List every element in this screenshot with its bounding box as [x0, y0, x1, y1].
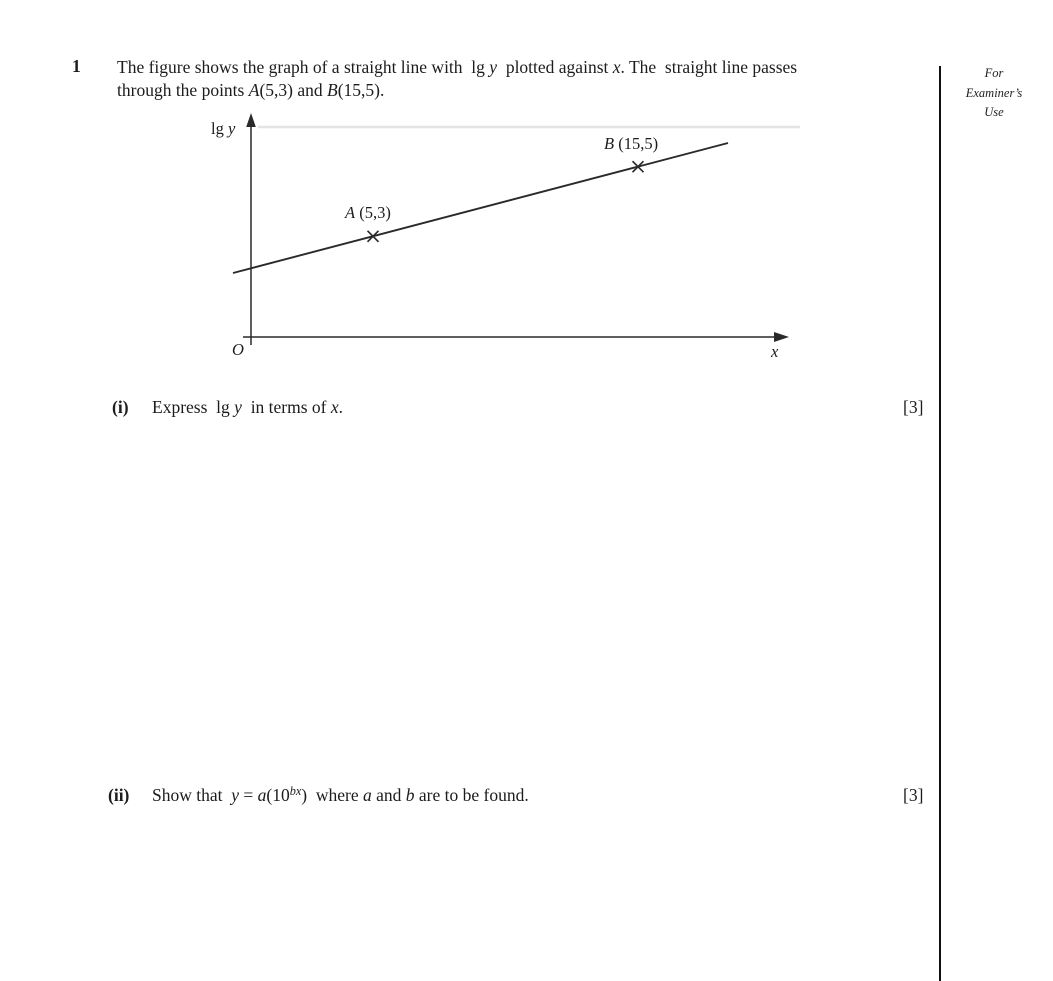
part-i-text: Express lg y in terms of x.	[152, 397, 344, 417]
x-axis-arrowhead	[774, 332, 789, 342]
y-axis-arrowhead	[246, 113, 256, 127]
origin-label: O	[232, 340, 244, 359]
question-number: 1	[72, 56, 81, 76]
part-ii-text: Show that $y = a(10^{bx})$ where a and b are to be found.	[152, 784, 529, 805]
part-ii-marks: [3]	[903, 785, 924, 805]
examiner-note-line-3: Use	[984, 105, 1004, 119]
part-ii-label: (ii)	[108, 785, 130, 805]
plotted-line	[233, 143, 728, 273]
examiner-note-line-2: Examiner’s	[965, 85, 1023, 100]
part-i-label: (i)	[112, 397, 129, 417]
examiner-use-note	[939, 64, 1049, 123]
question-intro	[117, 56, 935, 102]
x-axis-label: x	[771, 342, 779, 361]
point-b-label: B (15,5)	[604, 134, 659, 153]
question-intro-line-2: through the points A(5,3) and B(15,5).	[117, 80, 385, 100]
examiner-margin-rule	[939, 66, 941, 981]
y-axis-label: lg y	[211, 119, 236, 138]
examiner-note-line-1: For	[984, 66, 1004, 80]
question-intro-line-1: The figure shows the graph of a straight line with lg y plotted against x. The straight line passes	[117, 57, 798, 77]
figure-graph	[200, 110, 800, 365]
point-a-label: A (5,3)	[345, 203, 391, 222]
part-i-marks: [3]	[903, 397, 924, 417]
